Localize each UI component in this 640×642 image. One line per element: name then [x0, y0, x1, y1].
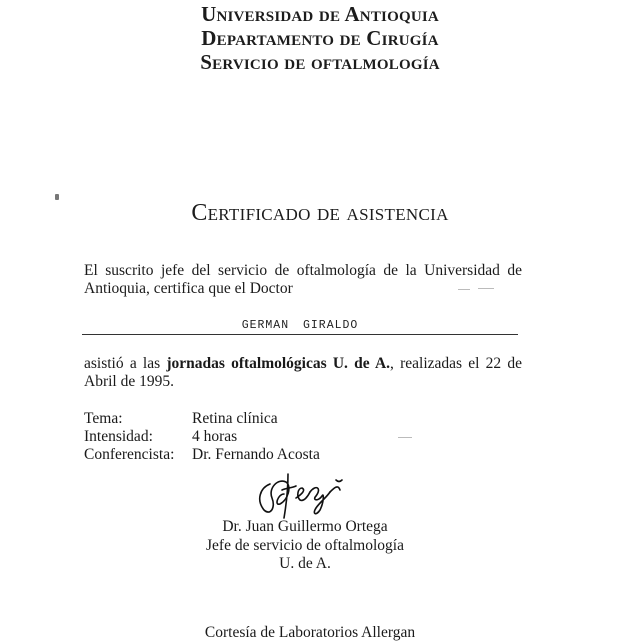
scan-mark	[458, 289, 470, 290]
detail-value: Dr. Fernando Acosta	[192, 446, 320, 463]
signer-institution: U. de A.	[279, 555, 331, 572]
attendance-paragraph	[84, 355, 522, 390]
recipient-name-line	[82, 320, 518, 335]
signer-name: Dr. Juan Guillermo Ortega	[222, 518, 388, 535]
scan-mark	[398, 437, 412, 438]
signer-block	[0, 518, 610, 574]
attendance-suffix: , realizadas el 22 de Abril de 1995.	[84, 355, 522, 390]
detail-value: 4 horas	[192, 428, 238, 445]
event-details	[84, 410, 320, 464]
intro-paragraph: El suscrito jefe del servicio de oftalmología de la Universidad de Antioquia, certifica que el Doctor	[84, 262, 522, 297]
service-name: Servicio de oftalmología	[200, 50, 440, 74]
detail-value: Retina clínica	[192, 410, 278, 427]
scan-mark	[478, 288, 494, 289]
signer-role: Jefe de servicio de oftalmología	[206, 536, 404, 554]
event-name: jornadas oftalmológicas U. de A.	[166, 355, 391, 372]
detail-label: Intensidad:	[84, 428, 153, 445]
department-name: Departamento de Cirugía	[201, 26, 439, 50]
detail-label: Conferencista:	[84, 446, 175, 463]
recipient-name: GERMAN GIRALDO	[241, 319, 359, 332]
certificate-title: Certificado de asistencia	[191, 200, 449, 226]
attendance-prefix: asistió a las	[84, 355, 167, 372]
detail-row-intensity	[84, 428, 320, 446]
detail-row-topic	[84, 410, 320, 428]
university-name: Universidad de Antioquia	[201, 2, 439, 26]
detail-label: Tema:	[84, 410, 123, 427]
institution-header	[0, 2, 640, 74]
sponsor-footer: Cortesía de Laboratorios Allergan	[204, 624, 416, 641]
detail-row-speaker	[84, 446, 320, 464]
